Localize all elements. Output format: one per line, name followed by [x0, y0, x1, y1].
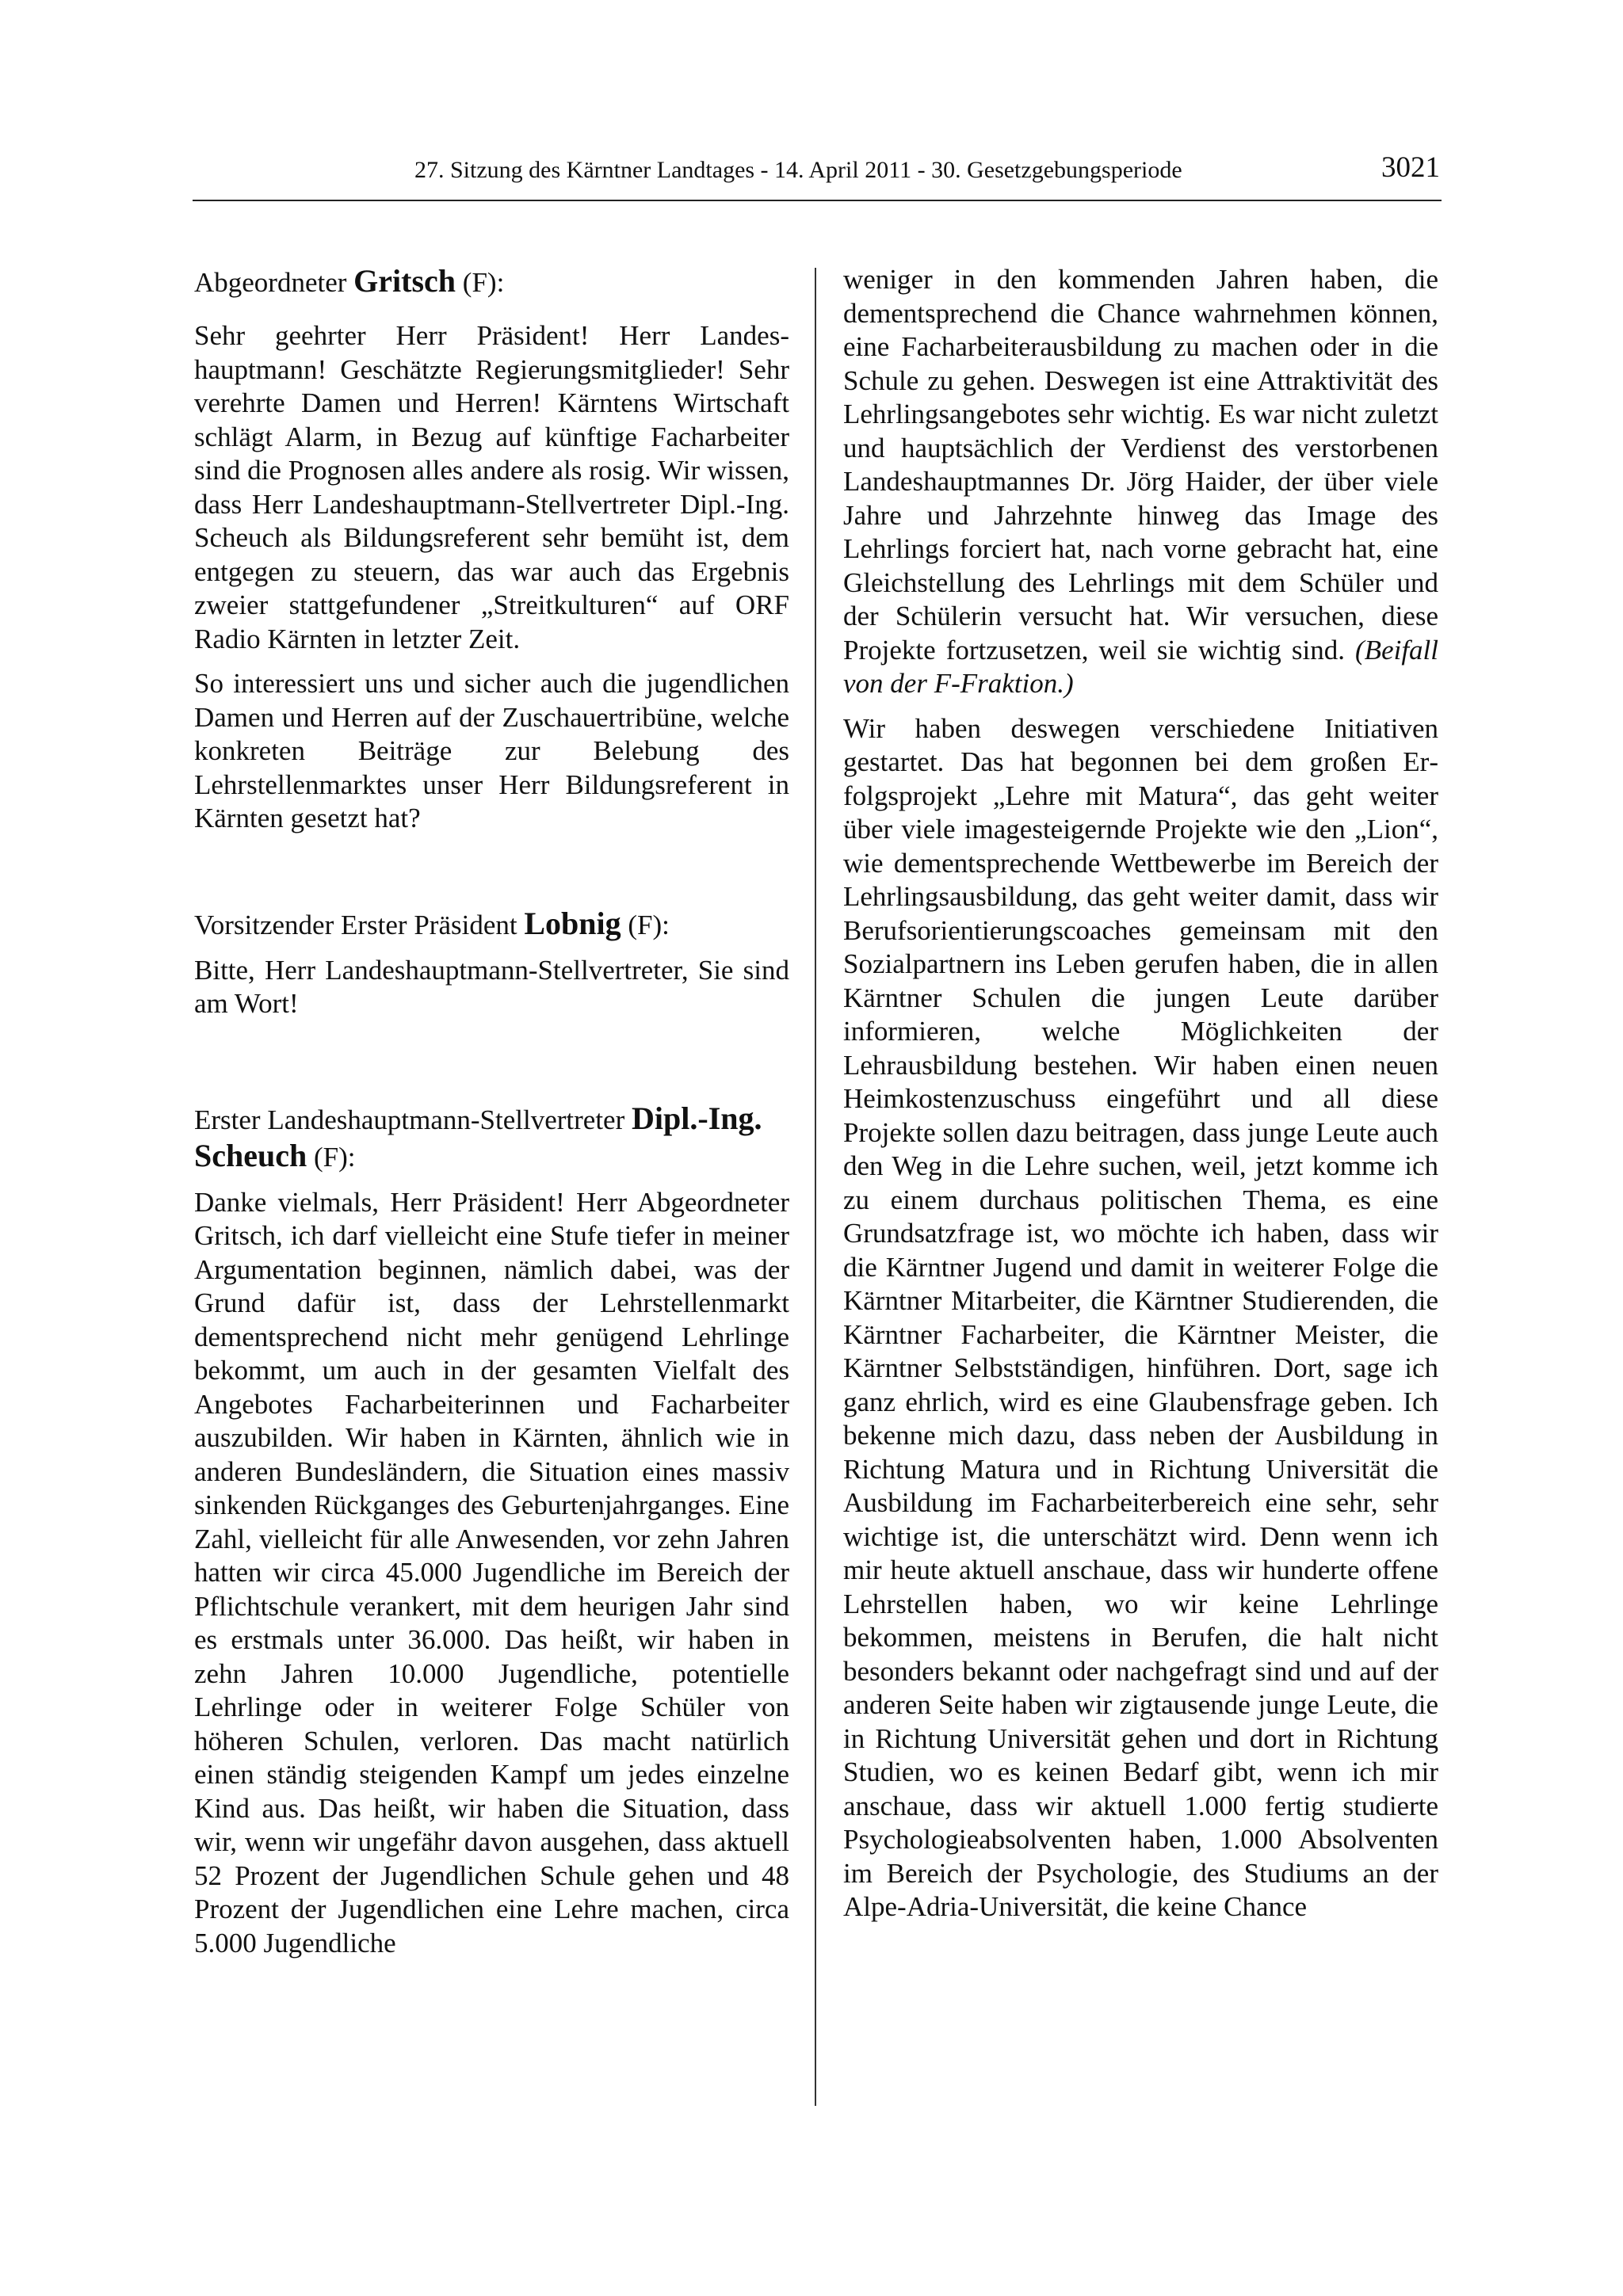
- speaker-heading-scheuch: [194, 1100, 789, 1175]
- header-title: 27. Sitzung des Kärntner Landtages - 14. April 2011 - 30. Gesetzgebungsperiode: [414, 157, 1182, 183]
- speaker-role: Vorsitzender Erster Präsident: [194, 909, 525, 940]
- page-header: [193, 152, 1442, 201]
- paragraph: [843, 263, 1438, 701]
- applause-note: (Beifall von der F-Fraktion.): [843, 634, 1438, 699]
- speaker-party: (F):: [307, 1141, 356, 1173]
- speaker-role: Erster Landeshauptmann-Stellvertreter: [194, 1104, 632, 1135]
- paragraph: Danke vielmals, Herr Präsident! Herr Abgeordneter Gritsch, ich darf vielleicht eine Stufe tiefer in meiner Argumentation beginnen, nämlich dabei, was der Grund dafür ist, dass der Lehrstellenmarkt dementsprechend nicht mehr genügend Lehrlinge bekommt, um auch in der gesamten Vielfalt des Angebotes Facharbeiterinnen und Facharbeiter auszubilden. Wir haben in Kärnten, ähnlich wie in anderen Bundesländern, die Situation eines massiv sinkenden Rückganges des Geburtenjahrganges. Eine Zahl, vielleicht für alle Anwesenden, vor zehn Jahren hatten wir circa 45.000 Jugendliche im Bereich der Pflichtschule verankert, mit dem heurigen Jahr sind es erstmals unter 36.000. Das heißt, wir haben in zehn Jahren 10.000 Jugendliche, potentielle Lehrlinge oder in weiterer Folge Schüler von höheren Schulen, verloren. Das macht natürlich einen ständig steigenden Kampf um jedes einzelne Kind aus. Das heißt, wir haben die Situation, dass wir, wenn wir ungefähr davon ausgehen, dass aktuell 52 Prozent der Jugendlichen Schule gehen und 48 Prozent der Jugendlichen eine Lehre machen, circa 5.000 Jugendliche: [194, 1186, 789, 1958]
- paragraph: So interessiert uns und sicher auch die jugendlichen Damen und Herren auf der Zuschauertribüne, welche konkreten Beiträge zur Belebung des Lehrstellenmarktes unser Herr Bildungsreferent in Kärnten gesetzt hat?: [194, 668, 789, 833]
- speaker-name: Gritsch: [353, 263, 456, 299]
- paragraph: Sehr geehrter Herr Präsident! Herr Landeshauptmann! Geschätzte Regierungsmitglieder! Sehr verehrte Damen und Herren! Kärntens Wirtschaft schlägt Alarm, in Bezug auf künftige Facharbeiter sind die Prognosen alles andere als rosig. Wir wissen, dass Herr Landeshauptmann-Stellvertreter Dipl.-Ing. Scheuch als Bildungsreferent sehr bemüht ist, dem entgegen zu steuern, das war auch das Ergebnis zweier stattgefundener „Streitkulturen“ auf ORF Radio Kärnten in letzter Zeit.: [194, 320, 789, 654]
- speaker-role: Abgeordneter: [194, 267, 354, 298]
- paragraph: Wir haben deswegen verschiedene Initiativen gestartet. Das hat begonnen bei dem großen Erfolgsprojekt „Lehre mit Matura“, das geht weiter über viele imagesteigernde Projekte wie den „Lion“, wie dementsprechende Wettbewerbe im Bereich der Lehrlingsausbildung, das geht weiter damit, dass wir Berufsorientierungscoaches gemeinsam mit den Sozialpartnern ins Leben gerufen haben, die in allen Kärntner Schulen die jungen Leute darüber informieren, welche Möglichkeiten der Lehrausbildung bestehen. Wir haben einen neuen Heimkostenzuschuss eingeführt und all diese Projekte sollen dazu beitragen, dass junge Leute auch den Weg in die Lehre suchen, weil, jetzt komme ich zu einem durchaus politischen Thema, es eine Grundsatzfrage ist, wo möchte ich haben, dass wir die Kärntner Jugend und damit in weiterer Folge die Kärntner Mitarbeiter, die Kärntner Studierenden, die Kärntner Facharbeiter, die Kärntner Meister, die Kärntner Selbstständigen, hinführen. Dort, sage ich ganz ehrlich, wird es eine Glaubensfrage geben. Ich bekenne mich dazu, dass neben der Ausbildung in Richtung Matura und in Richtung Universität die Ausbildung im Facharbeiterbereich eine sehr, sehr wichtige ist, die unterschätzt wird. Denn wenn ich mir heute aktuell anschaue, dass wir hunderte offene Lehrstellen haben, wo wir keine Lehrlinge bekommen, meistens in Berufen, die halt nicht besonders bekannt oder nachgefragt sind und auf der anderen Seite haben wir zigtausende junge Leute, die in Richtung Universität gehen und dort in Richtung Studien, wo es keinen Bedarf gibt, wenn ich mir anschaue, dass wir aktuell 1.000 fertig studierte Psychologieabsolventen haben, 1.000 Absolventen im Bereich der Psychologie, des Studiums an der Alpe-Adria-Universität, die keine Chance: [843, 712, 1438, 1922]
- left-column: [194, 263, 789, 1960]
- speaker-heading-gritsch: [194, 263, 789, 300]
- page-number: 3021: [1381, 151, 1440, 184]
- paragraph-text: weniger in den kommenden Jahren haben, die dementsprechend die Chance wahrnehmen können, eine Facharbeiterausbildung zu machen oder in die Schule zu gehen. Deswegen ist eine Attraktivität des Lehrlingsangebotes sehr wichtig. Es war nicht zuletzt und hauptsächlich der Verdienst des verstorbenen Landeshauptmannes Dr. Jörg Haider, der über viele Jahre und Jahrzehnte hinweg das Image des Lehrlings forciert hat, nach vorne gebracht hat, eine Gleichstellung des Lehrlings mit dem Schüler und der Schülerin versucht hat. Wir versuchen, diese Projekte fortzusetzen, weil sie wichtig sind.: [843, 264, 1438, 666]
- speaker-name: Dipl.-Ing. Scheuch: [194, 1100, 762, 1173]
- right-column: [843, 263, 1438, 1924]
- column-divider: [815, 268, 816, 2106]
- paragraph: Bitte, Herr Landeshauptmann-Stellvertreter, Sie sind am Wort!: [194, 954, 789, 1019]
- speaker-party: (F):: [456, 267, 505, 298]
- speaker-heading-lobnig: [194, 906, 789, 943]
- speaker-name: Lobnig: [524, 905, 621, 941]
- speaker-party: (F):: [621, 909, 670, 940]
